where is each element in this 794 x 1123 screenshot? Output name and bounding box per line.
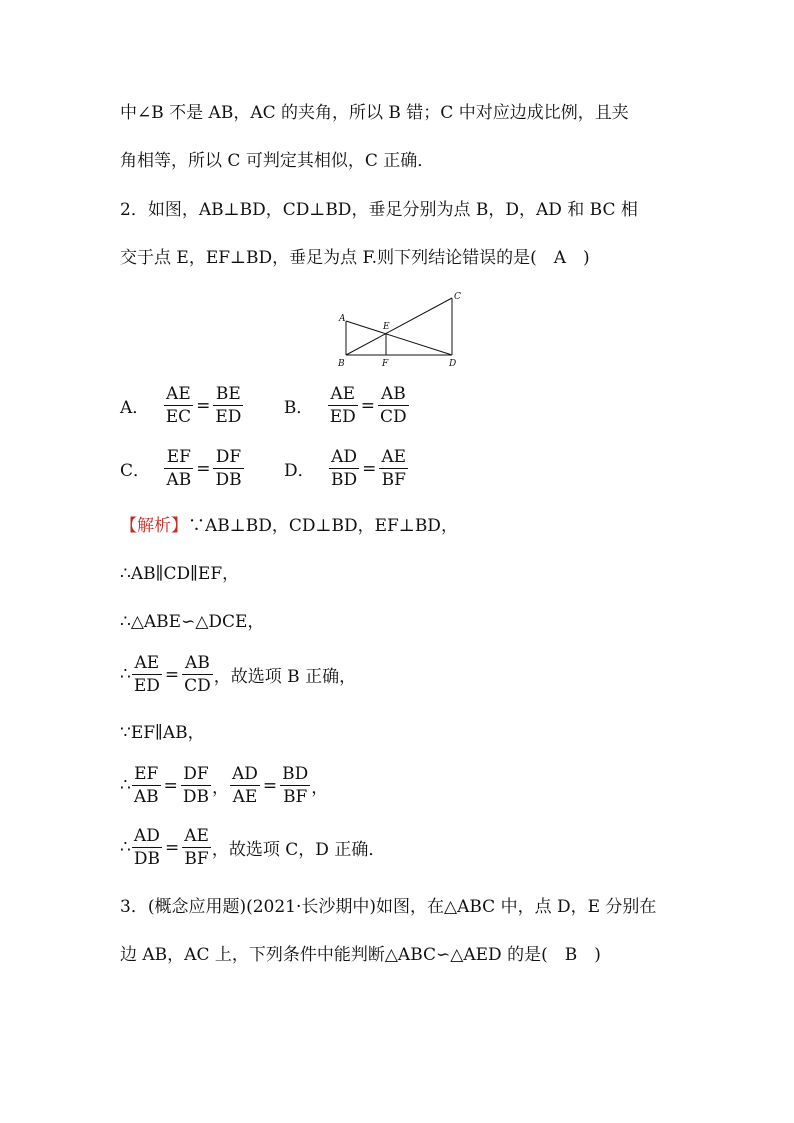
solution-text: ，故选项 C，D 正确． — [211, 840, 386, 860]
geometry-figure — [330, 288, 470, 372]
denominator: CD — [380, 407, 407, 427]
numerator: EF — [166, 447, 191, 467]
options-row-2 — [120, 446, 409, 491]
denominator: AB — [166, 470, 192, 490]
numerator: BE — [215, 384, 241, 404]
fraction — [213, 383, 243, 428]
equals-sign: = — [196, 395, 211, 416]
fraction — [182, 652, 213, 697]
fraction — [164, 383, 193, 428]
option-b-label: B． — [283, 398, 314, 418]
denominator: DB — [215, 470, 242, 490]
equals-sign: = — [163, 775, 178, 796]
fraction — [182, 825, 211, 870]
fraction — [329, 446, 359, 491]
question-3-line-2: 边 AB，AC 上，下列条件中能判断△ABC∽△AED 的是( B ) — [120, 945, 601, 965]
equals-sign: = — [362, 458, 377, 479]
line-1: 中∠B 不是 AB，AC 的夹角，所以 B 错；C 中对应边成比例，且夹 — [120, 103, 629, 123]
fraction — [213, 446, 243, 491]
denominator: BF — [381, 470, 406, 490]
fraction — [132, 825, 162, 870]
comma: ， — [211, 778, 229, 798]
denominator: DB — [133, 849, 160, 869]
option-d-label: D． — [283, 461, 315, 481]
line-2: 角相等，所以 C 可判定其相似，C 正确． — [120, 151, 435, 171]
numerator: AD — [231, 764, 258, 784]
point-label-f: F — [382, 359, 389, 369]
denominator: BF — [283, 787, 308, 807]
denominator: EC — [165, 407, 192, 427]
solution-text: ，故选项 B 正确， — [213, 667, 357, 687]
numerator: AE — [134, 653, 160, 673]
numerator: BD — [282, 764, 309, 784]
denominator: AE — [232, 787, 258, 807]
question-2-line-2: 交于点 E，EF⊥BD，垂足为点 F.则下列结论错误的是( A ) — [120, 248, 590, 268]
denominator: DB — [182, 787, 209, 807]
fraction — [379, 446, 408, 491]
solution-text: ∵AB⊥BD，CD⊥BD，EF⊥BD， — [188, 516, 458, 536]
numerator: AE — [166, 384, 191, 404]
numerator: DF — [183, 764, 209, 784]
fraction — [132, 763, 161, 808]
equals-sign: = — [360, 395, 376, 416]
point-label-a: A — [339, 314, 346, 324]
fraction — [164, 446, 193, 491]
solution-line-6 — [120, 763, 328, 808]
fraction — [328, 383, 358, 428]
solution-line-1 — [120, 514, 458, 538]
denominator: ED — [329, 407, 356, 427]
solution-line-2: ∴AB∥CD∥EF， — [120, 564, 240, 584]
denominator: ED — [133, 676, 160, 696]
numerator: AE — [184, 826, 209, 846]
therefore-sign: ∴ — [120, 775, 131, 796]
denominator: BD — [331, 470, 358, 490]
equals-sign: = — [196, 458, 211, 479]
point-label-e: E — [383, 322, 390, 332]
fraction — [230, 763, 260, 808]
option-c-label: C． — [120, 461, 151, 481]
equals-sign: = — [164, 837, 180, 858]
fraction — [378, 383, 409, 428]
comma: ， — [311, 778, 329, 798]
denominator: ED — [215, 407, 242, 427]
equals-sign: = — [262, 775, 278, 796]
point-label-b: B — [338, 359, 345, 369]
solution-line-7 — [120, 825, 385, 870]
numerator: AE — [381, 447, 407, 467]
option-d — [284, 446, 409, 491]
fraction — [132, 652, 162, 697]
numerator: AE — [330, 384, 356, 404]
numerator: EF — [134, 764, 159, 784]
numerator: AB — [185, 653, 210, 673]
options-row-1 — [120, 383, 410, 428]
option-b — [284, 383, 410, 428]
question-3-line-1: 3．(概念应用题)(2021·长沙期中)如图，在△ABC 中，点 D，E 分别在 — [120, 897, 657, 917]
fraction — [181, 763, 211, 808]
solution-line-3: ∴△ABE∽△DCE， — [120, 612, 265, 632]
therefore-sign: ∴ — [120, 837, 131, 858]
numerator: AD — [331, 447, 358, 467]
numerator: AD — [133, 826, 160, 846]
numerator: DF — [215, 447, 242, 467]
fraction — [280, 763, 310, 808]
point-label-c: C — [454, 292, 461, 302]
option-a-label: A． — [120, 398, 150, 418]
equals-sign: = — [164, 664, 180, 685]
option-a — [120, 383, 244, 428]
solution-line-5: ∵EF∥AB， — [120, 723, 205, 743]
option-c — [120, 446, 245, 491]
denominator: AB — [133, 787, 159, 807]
denominator: BF — [184, 849, 209, 869]
solution-tag: 【解析】 — [120, 516, 188, 536]
question-2-line-1: 2．如图，AB⊥BD，CD⊥BD，垂足分别为点 B，D，AD 和 BC 相 — [120, 200, 638, 220]
therefore-sign: ∴ — [120, 664, 131, 685]
denominator: CD — [184, 676, 211, 696]
solution-line-4 — [120, 652, 356, 697]
point-label-d: D — [449, 359, 457, 369]
numerator: AB — [380, 384, 406, 404]
